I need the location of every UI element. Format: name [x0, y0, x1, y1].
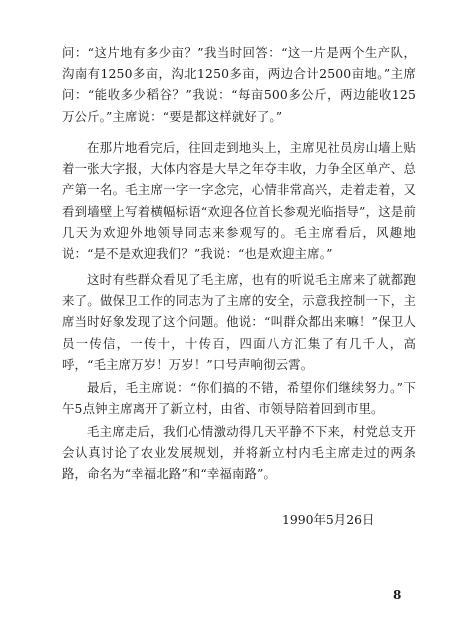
paragraph-3: 这时有些群众看见了毛主席，也有的听说毛主席来了就都跑来了。做保卫工作的同志为了主席的安全，示意我控制一下，主席当时好象发现了这个问题。他说：“叫群众都出来嘛！”保卫人员一传信，一传十，十传百，四面八方汇集了有几千人，高呼，“毛主席万岁！万岁！”口号声响彻云霄。: [62, 272, 416, 372]
paragraph-5: 毛主席走后，我们心情激动得几天平静不下来，村党总支开会认真讨论了农业发展规划，并将新立村内毛主席走过的两条路，命名为“幸福北路”和“幸福南路”。: [62, 424, 416, 482]
paragraph-1: 问：“这片地有多少亩？”我当时回答：“这一片是两个生产队，沟南有1250多亩，沟北1250多亩，两边合计2500亩地。”主席问：“能收多少稻谷？”我说：“每亩500多公斤，两边能收125万公斤。”主席说：“要是都这样就好了。”: [62, 45, 416, 124]
paragraph-4: 最后，毛主席说：“你们搞的不错，希望你们继续努力。”下午5点钟主席离开了新立村，由省、市领导陪着回到市里。: [62, 380, 416, 417]
page-number: 8: [393, 588, 402, 602]
document-date: 1990年5月26日: [282, 512, 375, 527]
paragraph-2: 在那片地看完后，往回走到地头上，主席见社员房山墙上贴着一张大字报，大体内容是大旱之年夺丰收，力争全区单产、总产第一名。毛主席一字一字念完，心情非常高兴，走着走着，又看到墙壁上写着横幅标语“欢迎各位首长参观光临指导”，这是前几天为欢迎外地领导同志来参观写的。毛主席看后，风趣地说：“是不是欢迎我们？”我说：“也是欢迎主席。”: [62, 140, 416, 262]
